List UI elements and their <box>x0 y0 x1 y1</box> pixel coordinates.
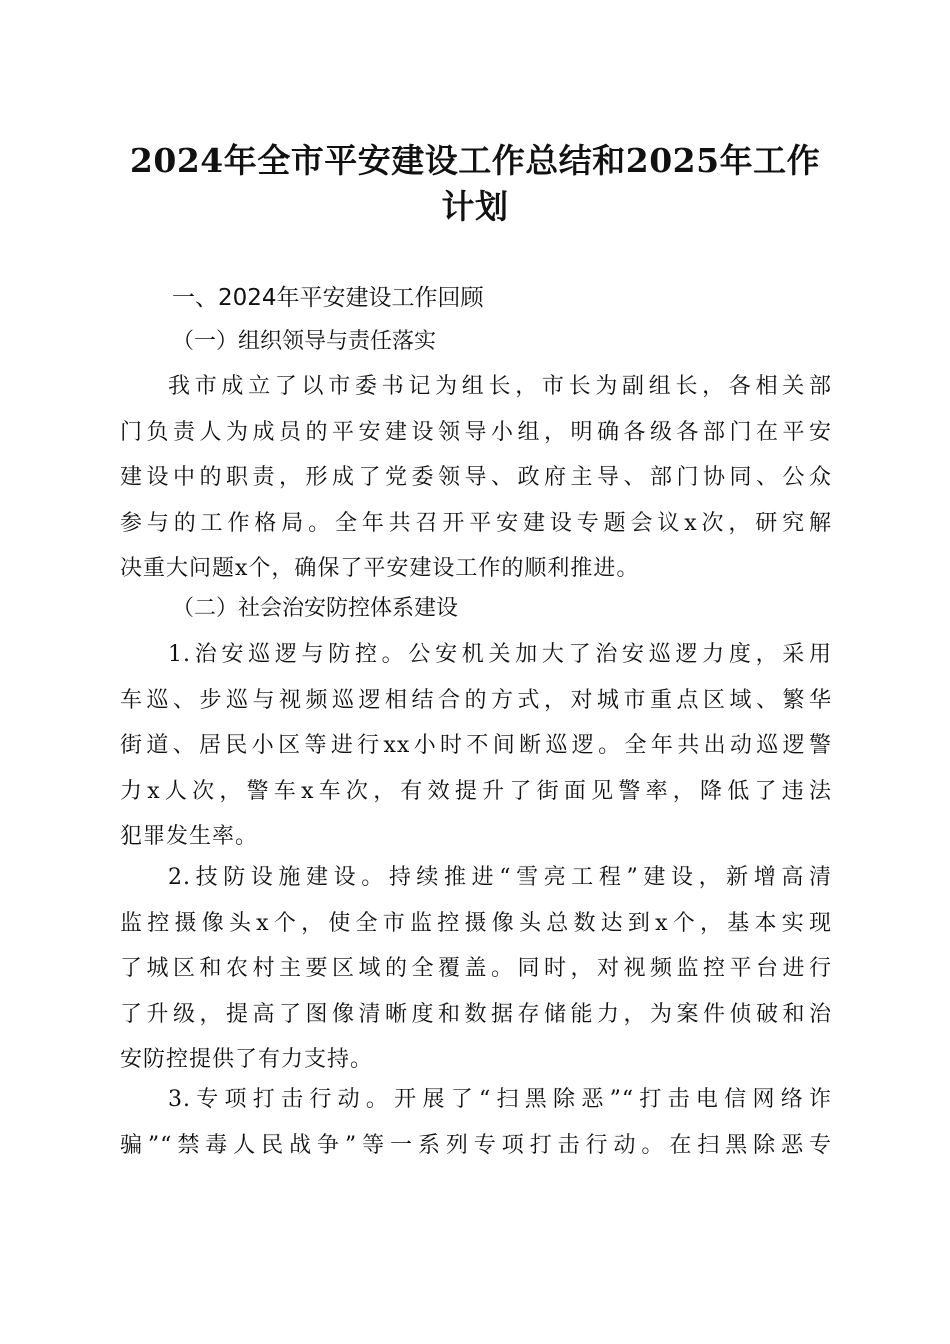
paragraph-patrol <box>120 632 832 860</box>
subsection-heading-1: （一）组织领导与责任落实 <box>172 329 437 354</box>
paragraph-line: 建设中的职责，形成了党委领导、政府主导、部门协同、公众 <box>120 465 832 490</box>
paragraph-line: 了城区和农村主要区域的全覆盖。同时，对视频监控平台进行 <box>120 956 832 981</box>
paragraph-line: 参与的工作格局。全年共召开平安建设专题会议x次，研究解 <box>120 510 832 536</box>
title-line-2: 计划 <box>441 187 509 226</box>
paragraph-line: 2.技防设施建设。持续推进“雪亮工程”建设，新增高清 <box>168 865 832 890</box>
paragraph-line: 骗”“禁毒人民战争”等一系列专项打击行动。在扫黑除恶专 <box>120 1132 832 1158</box>
paragraph-line: 力x人次，警车x车次，有效提升了街面见警率，降低了违法 <box>120 778 832 804</box>
paragraph-line: 安防控提供了有力支持。 <box>120 1047 374 1072</box>
paragraph-organization <box>120 364 832 592</box>
document-title <box>100 138 850 230</box>
paragraph-line: 犯罪发生率。 <box>120 824 259 849</box>
paragraph-line: 决重大问题x个，确保了平安建设工作的顺利推进。 <box>120 556 640 581</box>
paragraph-special-action <box>120 1077 832 1168</box>
paragraph-line: 我市成立了以市委书记为组长，市长为副组长，各相关部 <box>168 374 832 399</box>
paragraph-line: 门负责人为成员的平安建设领导小组，明确各级各部门在平安 <box>120 419 832 445</box>
paragraph-line: 了升级，提高了图像清晰度和数据存储能力，为案件侦破和治 <box>120 1001 832 1027</box>
title-line-1: 2024年全市平安建设工作总结和2025年工作 <box>129 141 821 180</box>
paragraph-line: 监控摄像头x个，使全市监控摄像头总数达到x个，基本实现 <box>120 910 832 936</box>
paragraph-tech-defense <box>120 855 832 1083</box>
subsection-heading-2: （二）社会治安防控体系建设 <box>172 596 459 621</box>
paragraph-line: 街道、居民小区等进行xx小时不间断巡逻。全年共出动巡逻警 <box>120 733 832 758</box>
paragraph-line: 3.专项打击行动。开展了“扫黑除恶”“打击电信网络诈 <box>168 1087 832 1112</box>
paragraph-line: 车巡、步巡与视频巡逻相结合的方式，对城市重点区域、繁华 <box>120 687 832 713</box>
paragraph-line: 1.治安巡逻与防控。公安机关加大了治安巡逻力度，采用 <box>168 642 832 667</box>
section-heading: 一、2024年平安建设工作回顾 <box>172 285 484 311</box>
